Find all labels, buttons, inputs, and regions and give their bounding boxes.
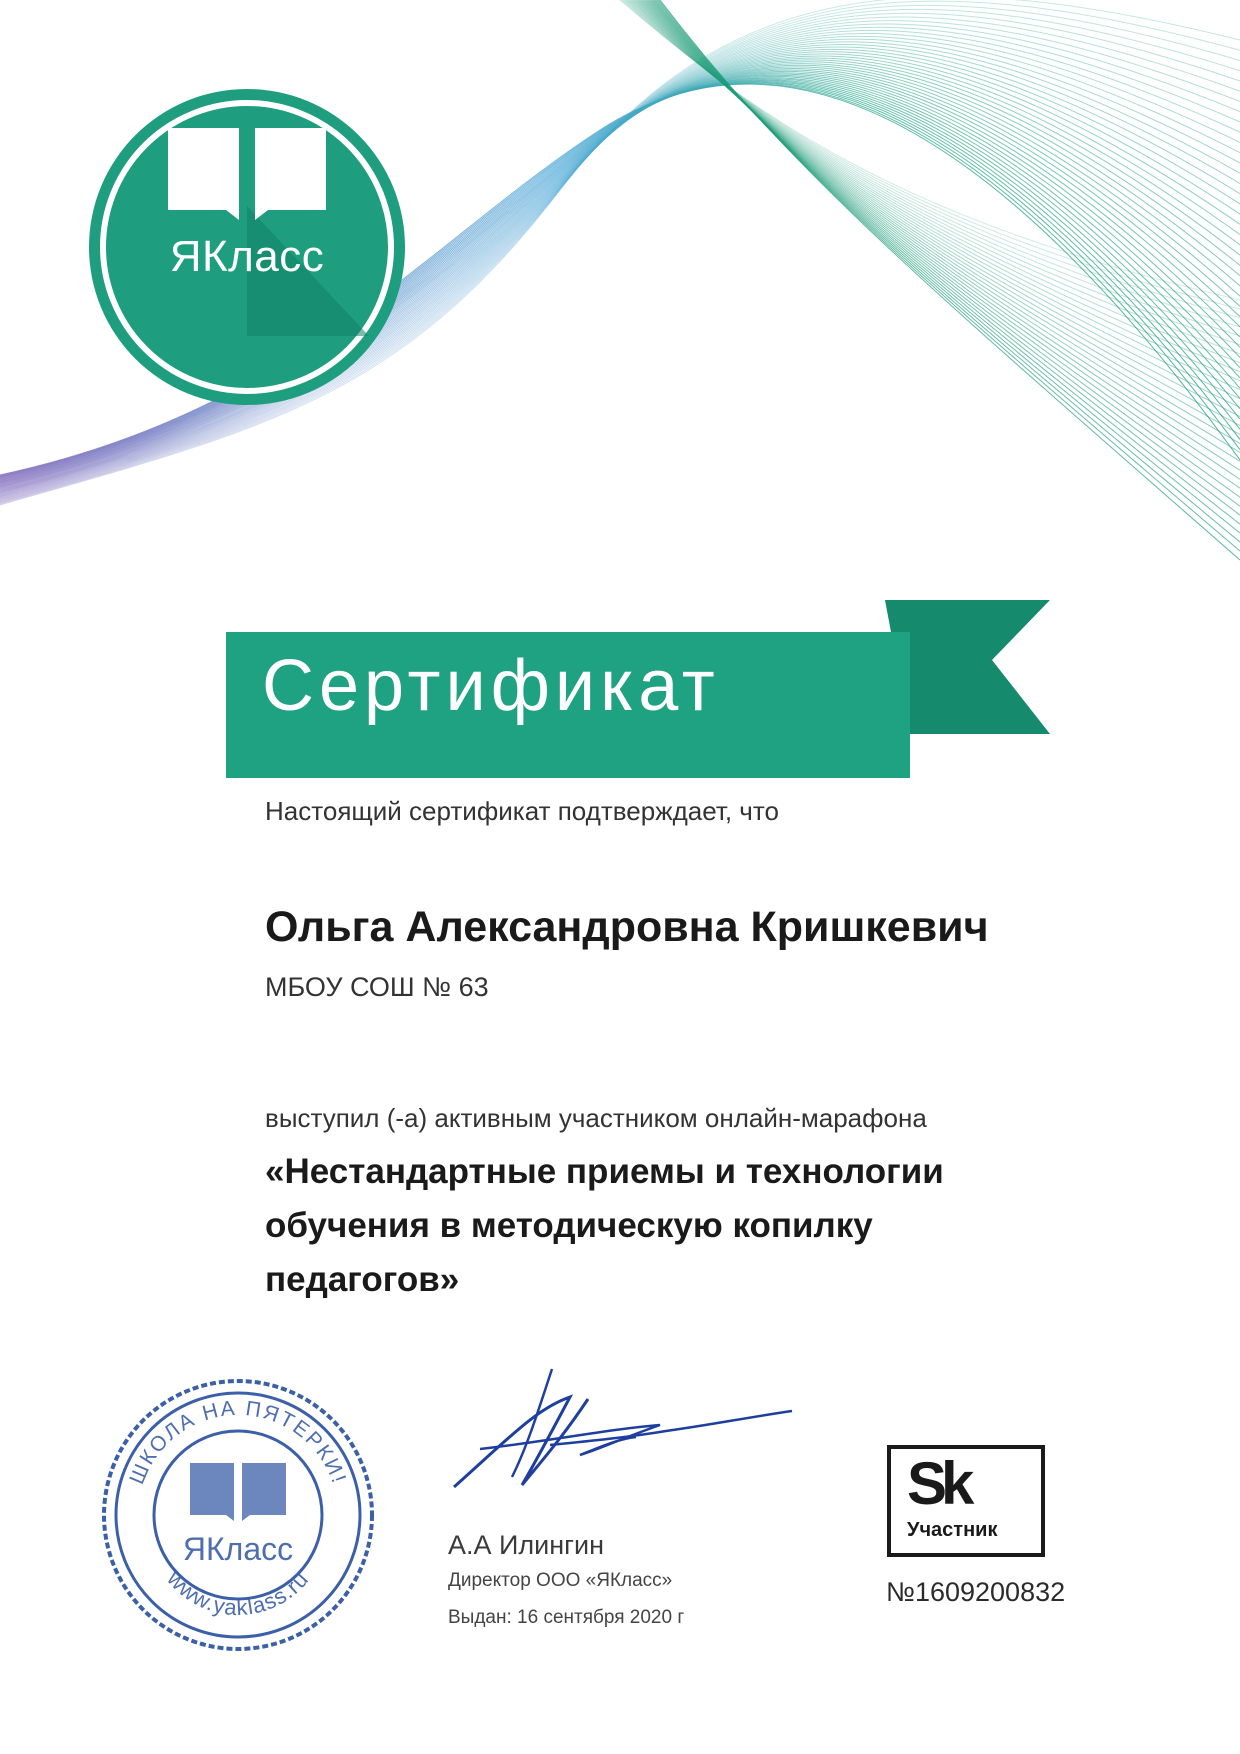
svg-text:ШКОЛА НА ПЯТЕРКИ! bbox=[125, 1397, 350, 1488]
skolkovo-logo: Sk bbox=[907, 1450, 969, 1517]
skolkovo-badge bbox=[887, 1445, 1045, 1557]
signer-name: А.А Илингин bbox=[448, 1530, 605, 1560]
recipient-name: Ольга Александровна Кришкевич bbox=[265, 903, 989, 951]
intro-text: Настоящий сертификат подтверждает, что bbox=[265, 796, 779, 826]
school-stamp bbox=[98, 1375, 378, 1655]
skolkovo-label: Участник bbox=[907, 1519, 998, 1541]
signer-title: Директор ООО «ЯКласс» bbox=[448, 1570, 673, 1591]
logo-text: ЯКласс bbox=[169, 232, 325, 281]
certificate-number: №1609200832 bbox=[886, 1577, 1066, 1607]
event-title: «Нестандартные приемы и технологии обучения в методическую копилку педагогов» bbox=[265, 1152, 944, 1299]
achievement-text: выступил (-а) активным участником онлайн-марафона bbox=[265, 1103, 927, 1133]
stamp-top-text: ШКОЛА НА ПЯТЕРКИ! bbox=[125, 1396, 351, 1488]
recipient-organization: МБОУ СОШ № 63 bbox=[265, 972, 489, 1002]
certificate-title: Сертификат bbox=[262, 646, 720, 726]
svg-text:www.yaklass.ru bbox=[162, 1565, 314, 1620]
stamp-book-icon bbox=[190, 1463, 286, 1521]
signature bbox=[440, 1365, 800, 1515]
stamp-center-text: ЯКласс bbox=[182, 1531, 294, 1567]
stamp-bottom-text: www.yaklass.ru bbox=[162, 1566, 314, 1621]
issue-date: Выдан: 16 сентября 2020 г bbox=[448, 1607, 685, 1628]
